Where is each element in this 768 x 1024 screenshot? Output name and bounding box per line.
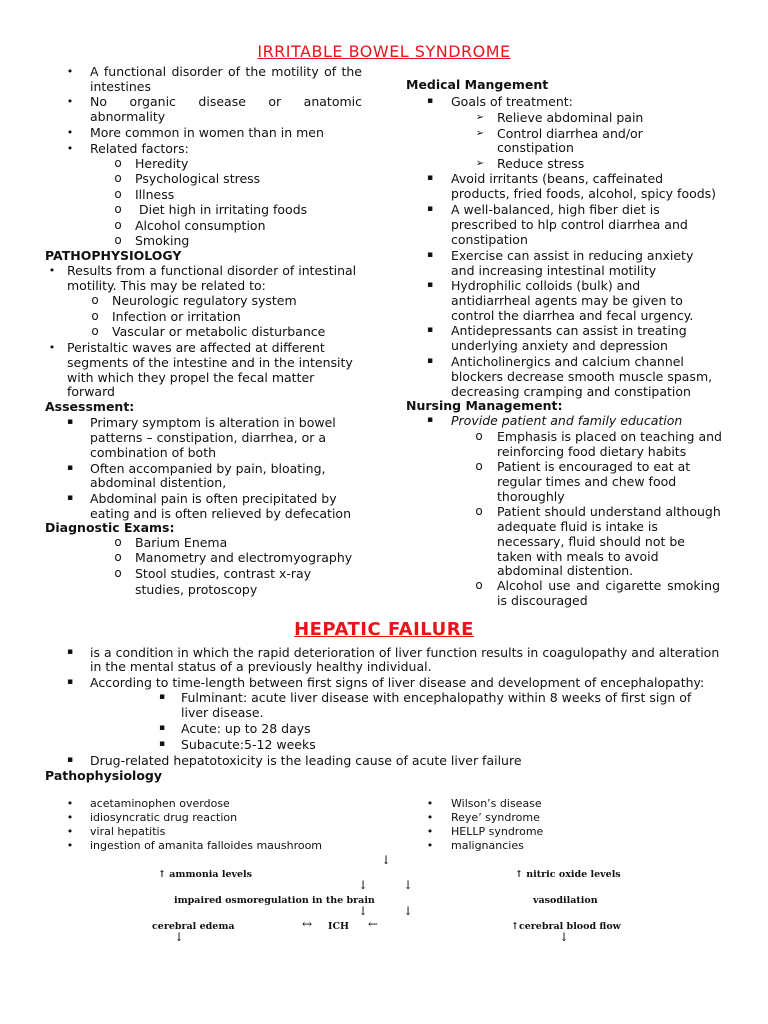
hf-sub-1-line-2: liver disease. — [181, 705, 264, 720]
bullet-circle: o — [114, 156, 122, 170]
assess-3-line-1: Abdominal pain is often precipitated by — [90, 491, 337, 506]
bullet-disc: • — [48, 264, 56, 277]
bullet-square: ▪ — [158, 723, 166, 733]
related-factor: Illness — [135, 187, 175, 202]
related-factor: Diet high in irritating foods — [135, 202, 308, 217]
hf-sub-1-line-1: Fulminant: acute liver disease with encephalopathy within 8 weeks of first sign of — [181, 690, 692, 705]
cause-right: Reye’ syndrome — [451, 811, 540, 824]
patho-2-line-2: segments of the intestine and in the intensity — [67, 355, 353, 370]
nursing-sub-1-line-2: reinforcing food dietary habits — [497, 444, 687, 459]
left-arrow-icon: ← — [368, 917, 379, 931]
bullet-disc: • — [66, 797, 74, 810]
bullet-circle: o — [114, 202, 122, 216]
cause-right: HELLP syndrome — [451, 825, 544, 838]
nursing-sub-4-line-2: is discouraged — [497, 593, 588, 608]
cause-left: viral hepatitis — [90, 825, 166, 838]
ammonia-levels: ↑ ammonia levels — [158, 869, 253, 880]
bullet-square: ▪ — [426, 204, 434, 214]
diagnostic-heading: Diagnostic Exams: — [45, 520, 175, 535]
cause-left: idiosyncratic drug reaction — [90, 811, 238, 824]
bullet-circle: o — [91, 324, 99, 338]
ibs-bullet-2-line-2: abnormality — [90, 109, 166, 124]
bullet-circle: o — [114, 550, 122, 564]
ibs-bullet-1-line-2: intestines — [90, 79, 151, 94]
hf-patho-heading: Pathophysiology — [45, 768, 162, 783]
bullet-circle: o — [114, 218, 122, 232]
med-5-line-1: Antidepressants can assist in treating — [451, 323, 687, 338]
down-arrow-icon: ↓ — [381, 853, 392, 867]
related-factor: Smoking — [135, 233, 190, 248]
bullet-disc: • — [48, 341, 56, 354]
ibs-bullet-1-line-1: A functional disorder of the motility of the — [90, 64, 362, 79]
cause-left: ingestion of amanita falloides maushroom — [90, 839, 323, 852]
goal-item-continued: constipation — [497, 140, 574, 155]
bullet-square: ▪ — [426, 173, 434, 183]
bullet-disc: • — [66, 839, 74, 852]
bullet-square: ▪ — [426, 415, 434, 425]
bullet-square: ▪ — [66, 755, 74, 765]
down-arrow-icon: ↓ — [358, 904, 369, 918]
med-3-line-1: Exercise can assist in reducing anxiety — [451, 248, 694, 263]
assess-1-line-3: combination of both — [90, 445, 217, 460]
down-arrow-icon: ↓ — [403, 904, 414, 918]
arrow-bullet-icon: ➢ — [475, 158, 485, 169]
bullet-disc: • — [426, 797, 434, 810]
diag-item: Manometry and electromyography — [135, 550, 353, 565]
bullet-square: ▪ — [426, 356, 434, 366]
bullet-square: ▪ — [66, 463, 74, 473]
patho-sub: Vascular or metabolic disturbance — [112, 324, 326, 339]
nursing-sub-3-line-4: taken with meals to avoid — [497, 549, 659, 564]
assessment-heading: Assessment: — [45, 399, 135, 414]
related-factor: Psychological stress — [135, 171, 261, 186]
assess-2-line-1: Often accompanied by pain, bloating, — [90, 461, 326, 476]
medical-management-heading: Medical Mangement — [406, 77, 549, 92]
patho-sub: Infection or irritation — [112, 309, 241, 324]
goal-item: Control diarrhea and/or — [497, 126, 643, 141]
bullet-circle: o — [114, 535, 122, 549]
bullet-circle: o — [91, 293, 99, 307]
nursing-sub-3-line-1: Patient should understand although — [497, 504, 721, 519]
arrow-bullet-icon: ➢ — [475, 128, 485, 139]
cerebral-edema: cerebral edema — [152, 921, 235, 932]
goal-item: Reduce stress — [497, 156, 585, 171]
hf-bullet-2: According to time-length between first signs of liver disease and development of encephalopathy: — [90, 675, 705, 690]
bullet-disc: • — [66, 142, 74, 155]
related-factor: Heredity — [135, 156, 189, 171]
diag-item: Barium Enema — [135, 535, 228, 550]
diag-item: Stool studies, contrast x-ray — [135, 566, 312, 581]
nursing-sub-3-line-3: necessary, fluid should not be — [497, 534, 685, 549]
bullet-disc: • — [426, 839, 434, 852]
down-arrow-icon: ↓ — [174, 930, 185, 944]
nursing-item: Provide patient and family education — [451, 413, 683, 428]
med-6-line-2: blockers decrease smooth muscle spasm, — [451, 369, 713, 384]
assess-3-line-2: eating and is often relieved by defecation — [90, 506, 352, 521]
bullet-square: ▪ — [426, 325, 434, 335]
nursing-sub-2-line-3: thoroughly — [497, 489, 565, 504]
nursing-sub-3-line-5: abdominal distention. — [497, 563, 634, 578]
ibs-bullet-4: Related factors: — [90, 141, 189, 156]
med-1-line-1: Avoid irritants (beans, caffeinated — [451, 171, 664, 186]
med-6-line-3: decreasing cramping and constipation — [451, 384, 691, 399]
ibs-title: IRRITABLE BOWEL SYNDROME — [257, 42, 511, 61]
bullet-square: ▪ — [426, 250, 434, 260]
bullet-square: ▪ — [66, 647, 74, 657]
impaired-osmoregulation: impaired osmoregulation in the brain — [174, 895, 375, 906]
bullet-disc: • — [66, 126, 74, 139]
bullet-disc: • — [66, 95, 74, 108]
ibs-bullet-3: More common in women than in men — [90, 125, 324, 140]
hf-bullet-3: Drug-related hepatotoxicity is the leading cause of acute liver failure — [90, 753, 522, 768]
patho-1-line-1: Results from a functional disorder of intestinal — [67, 263, 357, 278]
bullet-disc: • — [66, 825, 74, 838]
assess-1-line-1: Primary symptom is alteration in bowel — [90, 415, 336, 430]
bullet-square: ▪ — [426, 280, 434, 290]
bullet-circle: o — [475, 429, 483, 443]
bullet-circle: o — [114, 233, 122, 247]
ibs-bullet-2-line-1: No organic disease or anatomic — [90, 94, 362, 109]
vasodilation: vasodilation — [533, 895, 598, 906]
assess-1-line-2: patterns – constipation, diarrhea, or a — [90, 430, 326, 445]
bullet-disc: • — [66, 811, 74, 824]
med-5-line-2: underlying anxiety and depression — [451, 338, 668, 353]
med-4-line-2: antidiarrheal agents may be given to — [451, 293, 683, 308]
down-arrow-icon: ↓ — [403, 878, 414, 892]
bullet-circle: o — [475, 504, 483, 518]
hf-bullet-1-line-2: in the mental status of a previously healthy individual. — [90, 659, 432, 674]
hf-bullet-1-line-1: is a condition in which the rapid deterioration of liver function results in coagulopathy and alteration — [90, 645, 720, 660]
cause-right: malignancies — [451, 839, 524, 852]
bullet-square: ▪ — [66, 417, 74, 427]
diag-item-continued: studies, protoscopy — [135, 582, 258, 597]
down-arrow-icon: ↓ — [358, 878, 369, 892]
bullet-square: ▪ — [158, 739, 166, 749]
med-6-line-1: Anticholinergics and calcium channel — [451, 354, 684, 369]
patho-1-line-2: motility. This may be related to: — [67, 278, 266, 293]
cause-left: acetaminophen overdose — [90, 797, 230, 810]
bullet-square: ▪ — [158, 692, 166, 702]
patho-2-line-4: forward — [67, 384, 115, 399]
med-4-line-1: Hydrophilic colloids (bulk) and — [451, 278, 641, 293]
goal-item: Relieve abdominal pain — [497, 110, 644, 125]
patho-sub: Neurologic regulatory system — [112, 293, 297, 308]
med-1-line-2: products, fried foods, alcohol, spicy foods) — [451, 186, 717, 201]
nursing-sub-2-line-1: Patient is encouraged to eat at — [497, 459, 691, 474]
cause-right: Wilson’s disease — [451, 797, 542, 810]
bullet-circle: o — [475, 459, 483, 473]
bidirectional-arrow-icon: ↔ — [302, 917, 313, 931]
med-2-line-1: A well-balanced, high fiber diet is — [451, 202, 660, 217]
ich: ICH — [328, 921, 349, 932]
hf-sub-3: Subacute:5-12 weeks — [181, 737, 316, 752]
bullet-square: ▪ — [66, 677, 74, 687]
nitric-oxide-levels: ↑ nitric oxide levels — [515, 869, 621, 880]
bullet-circle: o — [114, 566, 122, 580]
hf-sub-2: Acute: up to 28 days — [181, 721, 311, 736]
bullet-square: ▪ — [426, 96, 434, 106]
assess-2-line-2: abdominal distention, — [90, 475, 227, 490]
med-4-line-3: control the diarrhea and fecal urgency. — [451, 308, 694, 323]
med-2-line-3: constipation — [451, 232, 528, 247]
med-2-line-2: prescribed to hlp control diarrhea and — [451, 217, 688, 232]
nursing-sub-3-line-2: adequate fluid is intake is — [497, 519, 658, 534]
hepatic-failure-title: HEPATIC FAILURE — [294, 619, 474, 640]
nursing-sub-4-line-1: Alcohol use and cigarette smoking — [497, 578, 720, 593]
bullet-disc: • — [426, 811, 434, 824]
bullet-circle: o — [114, 171, 122, 185]
bullet-square: ▪ — [66, 493, 74, 503]
patho-2-line-1: Peristaltic waves are affected at different — [67, 340, 325, 355]
nursing-sub-1-line-1: Emphasis is placed on teaching and — [497, 429, 722, 444]
bullet-circle: o — [114, 187, 122, 201]
nursing-management-heading: Nursing Management: — [406, 398, 563, 413]
bullet-circle: o — [91, 309, 99, 323]
bullet-circle: o — [475, 578, 483, 592]
nursing-sub-2-line-2: regular times and chew food — [497, 474, 677, 489]
med-3-line-2: and increasing intestinal motility — [451, 263, 657, 278]
bullet-disc: • — [66, 65, 74, 78]
down-arrow-icon: ↓ — [559, 930, 570, 944]
goals-label: Goals of treatment: — [451, 94, 573, 109]
cerebral-blood-flow: ↑cerebral blood flow — [511, 921, 621, 932]
arrow-bullet-icon: ➢ — [475, 112, 485, 123]
bullet-disc: • — [426, 825, 434, 838]
patho-heading: PATHOPHYSIOLOGY — [45, 248, 182, 263]
patho-2-line-3: with which they propel the fecal matter — [67, 370, 315, 385]
related-factor: Alcohol consumption — [135, 218, 266, 233]
